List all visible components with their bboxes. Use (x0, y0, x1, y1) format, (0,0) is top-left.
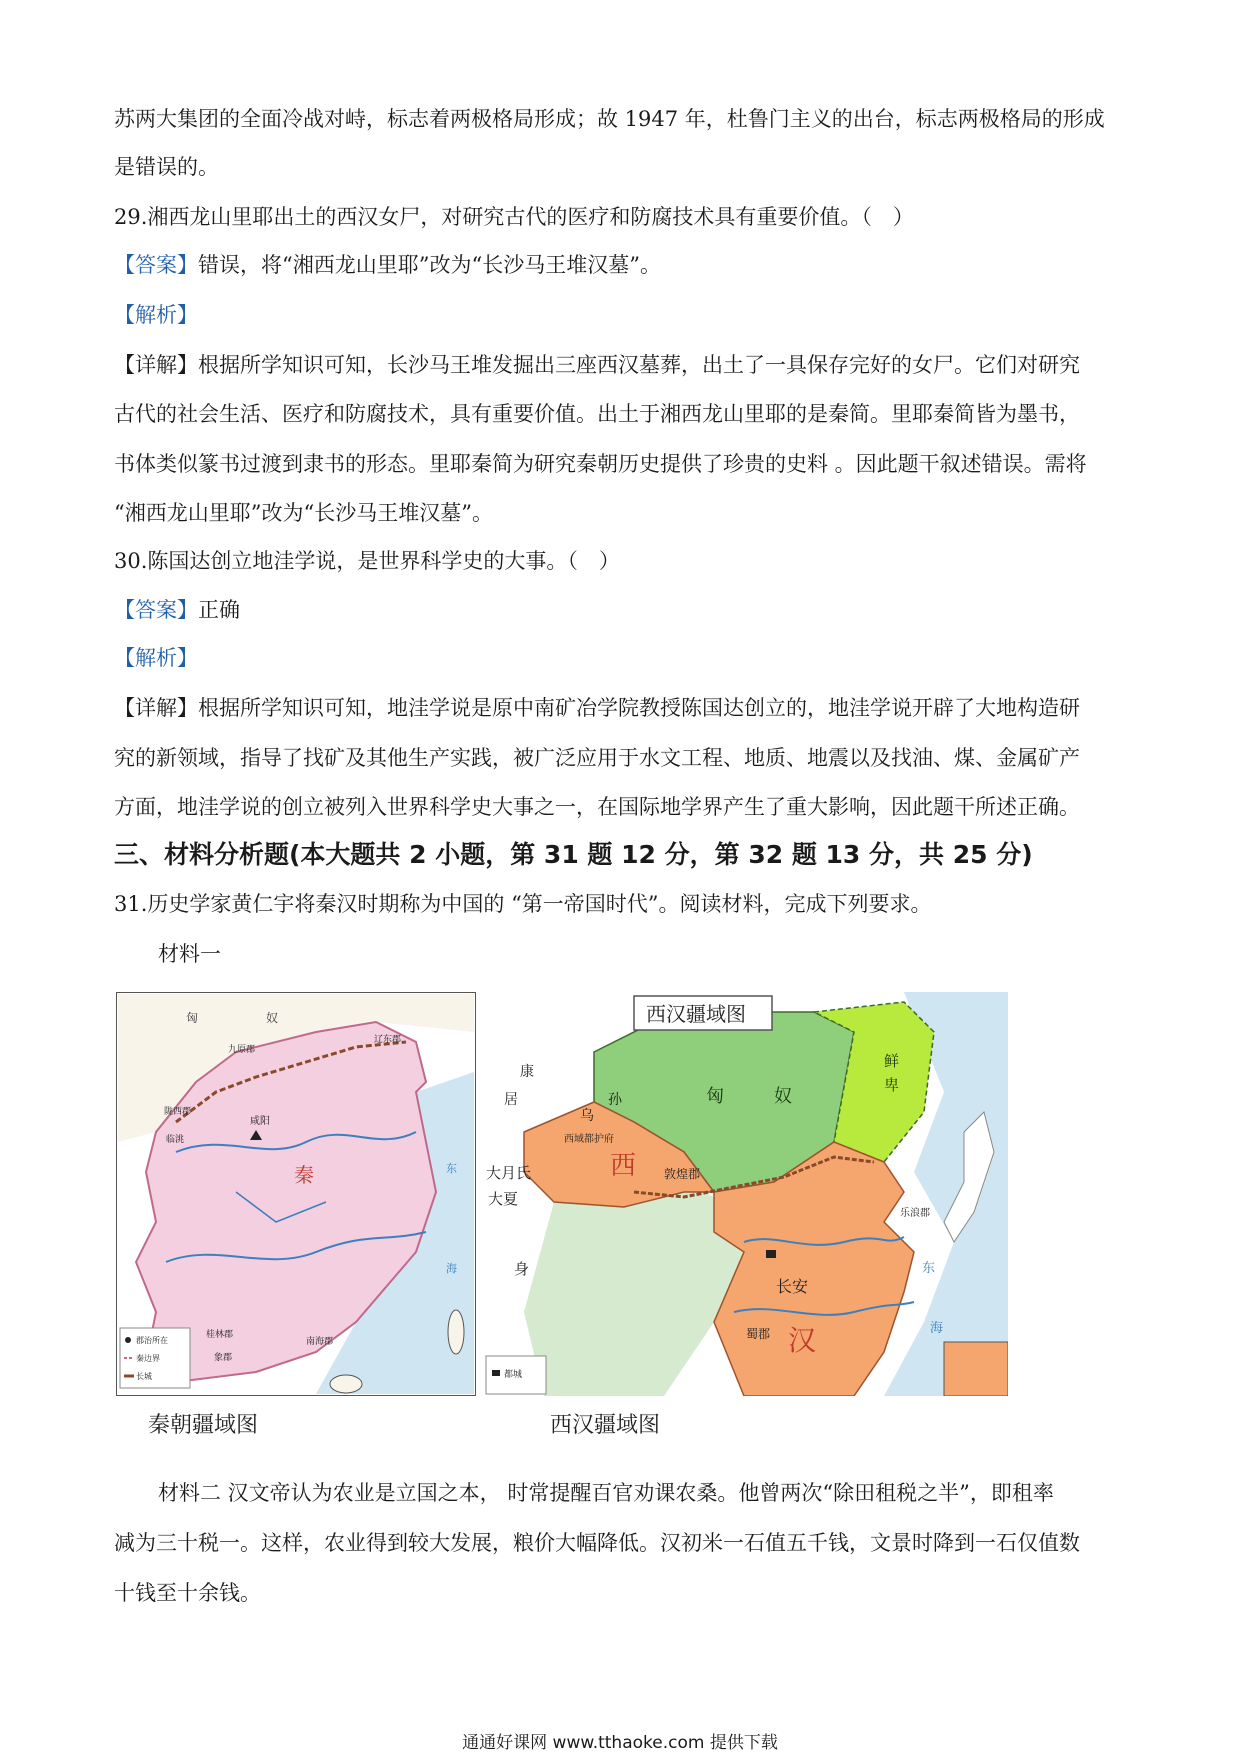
han-inset-map (944, 1342, 1008, 1396)
section-heading: 三、材料分析题(本大题共 2 小题，第 31 题 12 分，第 32 题 13 分，共 25 分) (114, 840, 1033, 869)
hainan-island (330, 1375, 362, 1393)
detail-text: 根据所学知识可知，长沙马王堆发掘出三座西汉墓葬，出土了一具保存完好的女尸。它们对研究 (198, 353, 1080, 377)
detail-text: 根据所学知识可知，地洼学说是原中南矿冶学院教授陈国达创立的，地洼学说开辟了大地构造研 (198, 696, 1080, 720)
label-yuezhi: 大月氏 (486, 1164, 532, 1182)
label-xiongnu-1: 匈 (186, 1011, 199, 1025)
label-kang-2: 居 (504, 1092, 518, 1108)
han-map (484, 992, 1008, 1396)
label-longxi: 陇西郡 (164, 1107, 192, 1117)
answer-text: 错误，将“湘西龙山里耶”改为“长沙马王堆汉墓”。 (198, 253, 661, 277)
label-hai: 海 (446, 1262, 457, 1275)
q29-detail-line-3: 书体类似篆书过渡到隶书的形态。里耶秦简为研究秦朝历史提供了珍贵的史料 。因此题干叙述错误。需将 (114, 452, 1087, 476)
footer-text[interactable]: 通通好课网 www.tthaoke.com 提供下载 (462, 1733, 778, 1753)
q30-question: 30.陈国达创立地洼学说，是世界科学史的大事。（ ） (114, 549, 620, 573)
han-legend-text: 都城 (504, 1370, 523, 1380)
label-xi: 西 (610, 1151, 637, 1181)
qin-map-graphic (116, 992, 476, 1396)
han-map-title: 西汉疆域图 (646, 1002, 746, 1026)
legend-text-2: 秦边界 (136, 1354, 160, 1363)
label-lelang: 乐浪郡 (900, 1208, 930, 1219)
material2-line-2: 减为三十税一。这样，农业得到较大发展，粮价大幅降低。汉初米一石值五千钱，文景时降到一石仅值数 (114, 1531, 1080, 1555)
label-xiongnu-2: 奴 (774, 1086, 792, 1107)
label-wusun-1: 乌 (580, 1108, 594, 1124)
label-jiuyuan: 九原郡 (228, 1045, 256, 1055)
q29-answer (114, 250, 1134, 280)
legend-marker-1 (125, 1337, 131, 1343)
detail-tag: 【详解】 (114, 696, 198, 720)
label-liaodong: 辽东郡 (374, 1035, 402, 1045)
answer-tag: 【答案】 (114, 598, 198, 622)
q29-detail-line-2: 古代的社会生活、医疗和防腐技术，具有重要价值。出土于湘西龙山里耶的是秦简。里耶秦简皆为墨书， (114, 402, 1080, 426)
analysis-tag: 【解析】 (114, 646, 198, 670)
label-xianbei-2: 卑 (884, 1076, 900, 1094)
q29-question: 29.湘西龙山里耶出土的西汉女尸，对研究古代的医疗和防腐技术具有重要价值。（ ） (114, 205, 914, 229)
label-qin: 秦 (294, 1163, 314, 1187)
label-dunhuang: 敦煌郡 (664, 1167, 701, 1181)
label-dong: 东 (922, 1261, 936, 1276)
q30-answer (114, 595, 1134, 625)
label-xiongnu-1: 匈 (706, 1086, 724, 1107)
q29-detail-line-1 (114, 350, 1134, 380)
label-changan: 长安 (776, 1277, 809, 1296)
label-wusun-2: 孙 (608, 1092, 622, 1108)
label-shu: 蜀郡 (746, 1327, 771, 1341)
han-map-graphic (484, 992, 1008, 1396)
q30-analysis-tag (114, 643, 1134, 673)
label-han: 汉 (788, 1324, 817, 1357)
q31-question: 31.历史学家黄仁宇将秦汉时期称为中国的 “第一帝国时代”。阅读材料，完成下列要求。 (114, 892, 932, 916)
intro-line-1: 苏两大集团的全面冷战对峙，标志着两极格局形成；故 1947 年，杜鲁门主义的出台，标志两极格局的形成 (114, 107, 1105, 131)
q29-analysis-tag (114, 300, 1134, 330)
label-xianyang: 咸阳 (250, 1116, 270, 1127)
label-xiang: 象郡 (214, 1353, 233, 1363)
q30-detail-line-2: 究的新领域，指导了找矿及其他生产实践，被广泛应用于水文工程、地质、地震以及找油、煤、金属矿产 (114, 746, 1080, 770)
analysis-tag: 【解析】 (114, 303, 198, 327)
legend-text-1: 郡治所在 (136, 1336, 168, 1345)
label-shen: 身 (514, 1260, 530, 1278)
intro-line-2: 是错误的。 (114, 155, 219, 179)
detail-tag: 【详解】 (114, 353, 198, 377)
label-lintao: 临洮 (166, 1135, 185, 1145)
q30-detail-line-1 (114, 693, 1134, 723)
label-xiongnu-2: 奴 (266, 1011, 279, 1025)
material2-line-3: 十钱至十余钱。 (114, 1581, 261, 1605)
q30-detail-line-3: 方面，地洼学说的创立被列入世界科学史大事之一，在国际地学界产生了重大影响，因此题干所述正确。 (114, 795, 1080, 819)
han-map-caption: 西汉疆域图 (550, 1413, 661, 1438)
label-daxia: 大夏 (488, 1190, 519, 1208)
label-nanhai: 南海郡 (306, 1337, 334, 1347)
material2-line-1: 材料二 汉文帝认为农业是立国之本， 时常提醒百官劝课农桑。他曾两次“除田租税之半”，即租率 (158, 1481, 1054, 1505)
label-dong: 东 (446, 1162, 457, 1175)
q29-detail-line-4: “湘西龙山里耶”改为“长沙马王堆汉墓”。 (114, 501, 493, 525)
qin-map (116, 992, 476, 1396)
label-hai: 海 (930, 1321, 944, 1336)
answer-text: 正确 (198, 598, 240, 622)
changan-marker (766, 1250, 776, 1258)
taiwan-island (448, 1310, 464, 1354)
legend-text-3: 长城 (136, 1372, 152, 1381)
label-xianbei-1: 鲜 (884, 1052, 900, 1070)
label-duhu: 西域都护府 (564, 1134, 614, 1145)
material1-label: 材料一 (158, 942, 221, 966)
han-legend-marker (492, 1370, 500, 1376)
qin-map-caption: 秦朝疆域图 (148, 1413, 259, 1438)
answer-tag: 【答案】 (114, 253, 198, 277)
label-kang-1: 康 (520, 1064, 534, 1080)
label-guilin: 桂林郡 (206, 1330, 234, 1340)
